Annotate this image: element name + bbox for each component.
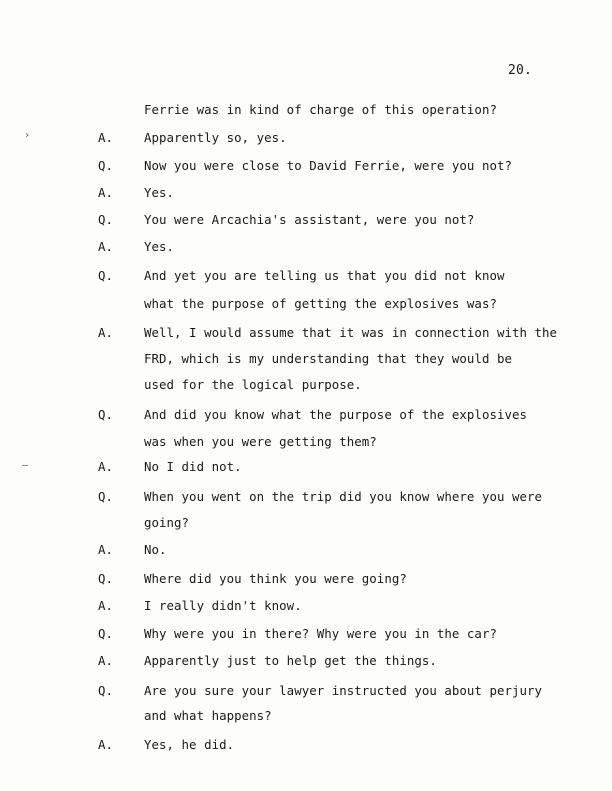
transcript-line [0,183,612,203]
transcript-line [0,569,612,589]
transcript-text: used for the logical purpose. [144,377,362,392]
speaker-label: A. [98,598,113,613]
transcript-text: and what happens? [144,708,272,723]
transcript-line [0,624,612,644]
transcript-line [0,651,612,671]
transcript-line [0,487,612,507]
transcript-line [0,266,612,286]
speaker-label: A. [98,185,113,200]
speaker-label: Q. [98,268,113,283]
transcript-line [0,405,612,425]
transcript-line [0,210,612,230]
transcript-text: I really didn't know. [144,598,302,613]
transcript-line [0,156,612,176]
speaker-label: Q. [98,683,113,698]
transcript-line [0,596,612,616]
transcript-line [0,349,612,369]
speaker-label: Q. [98,212,113,227]
transcript-line [0,128,612,148]
transcript-line [0,432,612,452]
transcript-text: was when you were getting them? [144,434,377,449]
scan-mark: › [24,130,31,141]
speaker-label: Q. [98,489,113,504]
scan-mark: – [22,460,29,471]
transcript-line [0,706,612,726]
transcript-text: Yes, he did. [144,737,235,752]
transcript-text: No I did not. [144,459,242,474]
transcript-line [0,457,612,477]
speaker-label: Q. [98,158,113,173]
speaker-label: A. [98,325,113,340]
transcript-line [0,513,612,533]
transcript-line [0,735,612,755]
transcript-text: FRD, which is my understanding that they would be [144,351,512,366]
transcript-text: Apparently so, yes. [144,130,287,145]
transcript-line [0,375,612,395]
transcript-text: Are you sure your lawyer instructed you about perjury [144,683,543,698]
speaker-label: A. [98,542,113,557]
transcript-line [0,681,612,701]
transcript-text: Yes. [144,239,175,254]
transcript-text: Ferrie was in kind of charge of this operation? [144,102,497,117]
transcript-text: going? [144,515,190,530]
transcript-line [0,237,612,257]
transcript-text: When you went on the trip did you know where you were [144,489,543,504]
transcript-line [0,294,612,314]
transcript-text: Where did you think you were going? [144,571,407,586]
speaker-label: A. [98,653,113,668]
transcript-text: You were Arcachia's assistant, were you not? [144,212,475,227]
transcript-line [0,323,612,343]
transcript-text: Yes. [144,185,175,200]
speaker-label: Q. [98,626,113,641]
transcript-text: what the purpose of getting the explosives was? [144,296,497,311]
transcript-line [0,540,612,560]
transcript-text: Well, I would assume that it was in connection with the [144,325,558,340]
speaker-label: Q. [98,571,113,586]
speaker-label: A. [98,737,113,752]
speaker-label: Q. [98,407,113,422]
transcript-text: Apparently just to help get the things. [144,653,437,668]
transcript-text: And yet you are telling us that you did not know [144,268,505,283]
page-number: 20. [508,63,533,78]
speaker-label: A. [98,239,113,254]
transcript-line [0,100,612,120]
transcript-text: No. [144,542,167,557]
transcript-text: And did you know what the purpose of the explosives [144,407,527,422]
transcript-text: Now you were close to David Ferrie, were you not? [144,158,512,173]
transcript-text: Why were you in there? Why were you in the car? [144,626,497,641]
speaker-label: A. [98,130,113,145]
speaker-label: A. [98,459,113,474]
